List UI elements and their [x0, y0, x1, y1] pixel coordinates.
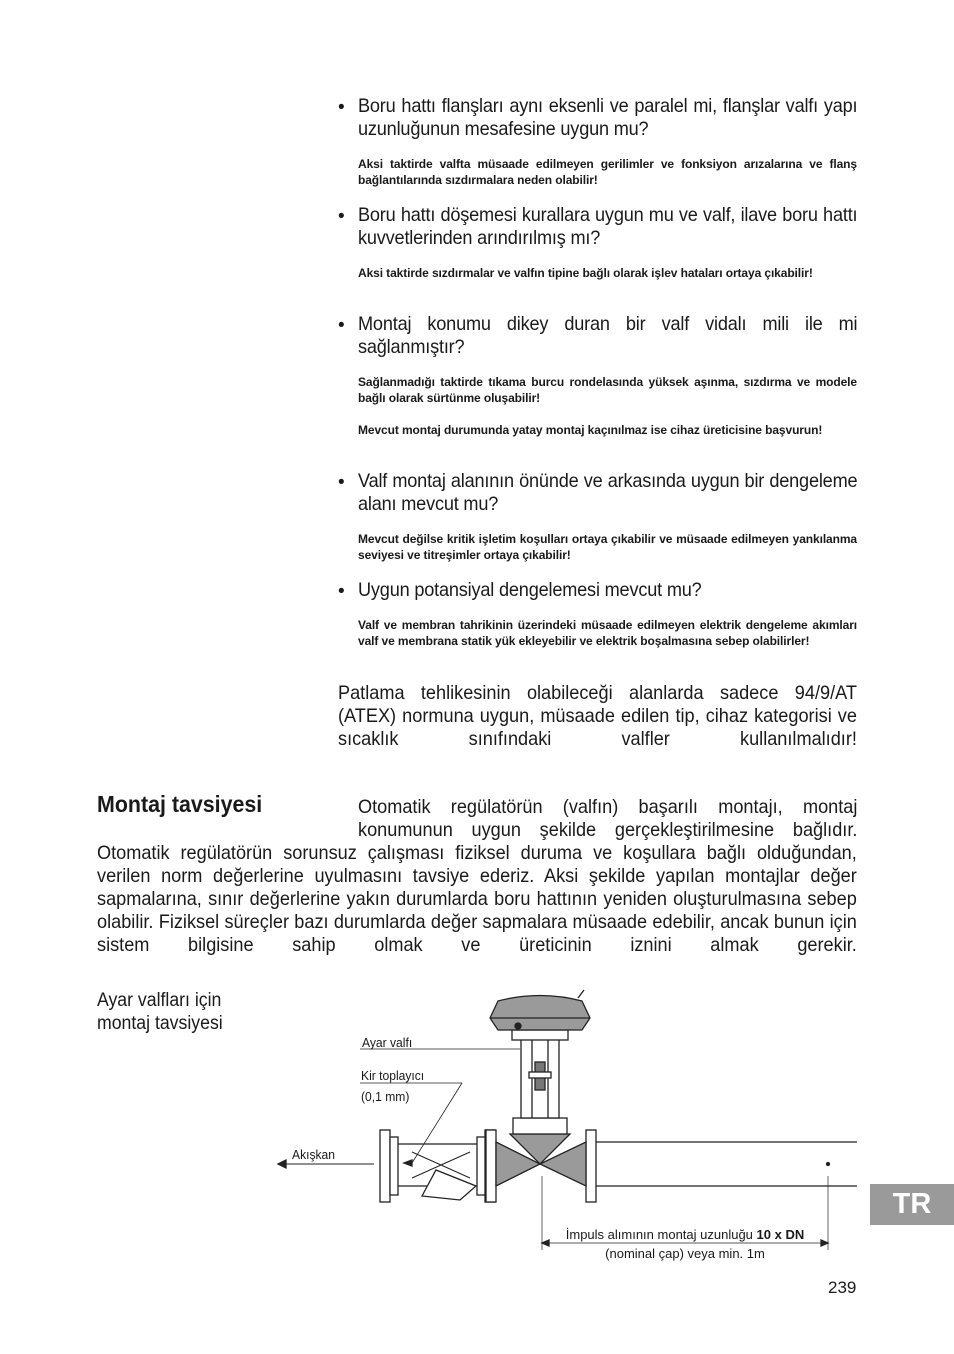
checklist-warning: Aksi taktirde sızdırmalar ve valfın tipine bağlı olarak işlev hataları ortaya çıkabilir! [358, 266, 813, 280]
strainer-pocket [422, 1170, 476, 1200]
flow-arrow-head [278, 1160, 286, 1168]
section-heading: Montaj tavsiyesi [97, 791, 263, 817]
checklist-question: Montaj konumu dikey duran bir valf vidalı mili ile mi sağlanmıştır? [358, 313, 858, 358]
section-body: Otomatik regülatörün sorunsuz çalışması fiziksel duruma ve koşullara bağlı olduğundan, verilen norm değerlerine uyulmasını tavsiye ederiz. Aksi şekilde yapılan montajlar değer sapmalarına, sınır değerlerine yakın durumlarda boru hattının yeniden oluşturulmasına sebep olabilir. Fiziksel süreçler bazı durumlarda değer sapmalara müsaade edebilir, ancak bunun için sistem bilgisine sahip olmak ve üreticinin iznini almak gerekir. [97, 842, 857, 956]
side-label-line: montaj tavsiyesi [97, 1013, 223, 1034]
checklist-warning: Mevcut montaj durumunda yatay montaj kaçınılmaz ise cihaz üreticisine başvurun! [358, 423, 823, 437]
actuator-mount [512, 1030, 568, 1040]
flange [380, 1130, 390, 1202]
impulse-point [827, 1163, 830, 1166]
strainer-arrow [404, 1160, 412, 1166]
bullet: • [338, 206, 345, 227]
dimension-value: 10 x DN [756, 1227, 805, 1242]
side-label-line: Ayar valfları için [97, 990, 222, 1011]
strainer-spec-label: (0,1 mm) [361, 1089, 410, 1104]
strainer-leader-line [412, 1083, 462, 1163]
checklist-warning: Valf ve membran tahrikinin üzerindeki müsaade edilmeyen elektrik dengeleme akımları valf ve membrana statik yük ekleyebilir ve elektrik boşalmasına sebep olabilirler! [358, 618, 857, 648]
dimension-label [535, 1225, 835, 1244]
actuator-vent [578, 990, 584, 998]
checklist-question: Boru hattı flanşları aynı eksenli ve paralel mi, flanşlar valfı yapı uzunluğunun mesafesine uygun mu? [358, 95, 858, 140]
valve-flange [486, 1130, 496, 1202]
actuator-housing [490, 996, 590, 1031]
dimension-text: İmpuls alımının montaj uzunluğu [565, 1227, 753, 1242]
dimension-sub-label: (nominal çap) veya min. 1m [605, 1246, 765, 1261]
valve-neck [513, 1118, 567, 1134]
bullet: • [338, 315, 345, 336]
bullet: • [338, 97, 345, 118]
flange [477, 1137, 485, 1195]
atex-paragraph: Patlama tehlikesinin olabileceği alanlarda sadece 94/9/AT (ATEX) normuna uygun, müsaade edilen tip, cihaz kategorisi ve sıcaklık sınıfındaki valfler kullanılmalıdır! [338, 682, 857, 750]
strainer-label: Kir toplayıcı [361, 1068, 425, 1083]
checklist-warning: Aksi taktirde valfta müsaade edilmeyen gerilimler ve fonksiyon arızalarına ve flanş bağlantılarında sızdırmalara neden olabilir! [358, 157, 857, 187]
bullet: • [338, 581, 345, 602]
bullet: • [338, 472, 345, 493]
flange [390, 1137, 398, 1195]
stem-coupling [529, 1072, 551, 1078]
flow-label: Akışkan [292, 1147, 336, 1162]
checklist-warning: Mevcut değilse kritik işletim koşulları ortaya çıkabilir ve müsaade edilmeyen yankılanma seviyesi ve titreşimler ortaya çıkabilir! [358, 532, 857, 562]
checklist-question: Boru hattı döşemesi kurallara uygun mu ve valf, ilave boru hattı kuvvetlerinden arındırılmış mı? [358, 204, 858, 249]
checklist-question: Uygun potansiyal dengelemesi mevcut mu? [358, 579, 702, 601]
page-number: 239 [828, 1278, 857, 1297]
valve-flange [586, 1130, 596, 1202]
language-tab: TR [870, 1184, 954, 1225]
section-intro-line: Otomatik regülatörün (valfın) başarılı montajı, montaj [358, 796, 858, 818]
section-intro-line: konumunun uygun şekilde gerçekleştirilmesine bağlıdır. [358, 819, 858, 841]
checklist-question: Valf montaj alanının önünde ve arkasında uygun bir dengeleme alanı mevcut mu? [358, 470, 858, 515]
actuator-bolt [515, 1023, 521, 1029]
valve-label: Ayar valfı [362, 1035, 413, 1050]
checklist-warning: Sağlanmadığı taktirde tıkama burcu rondelasında yüksek aşınma, sızdırma ve modele bağlı olarak sürtünme oluşabilir! [358, 375, 857, 405]
